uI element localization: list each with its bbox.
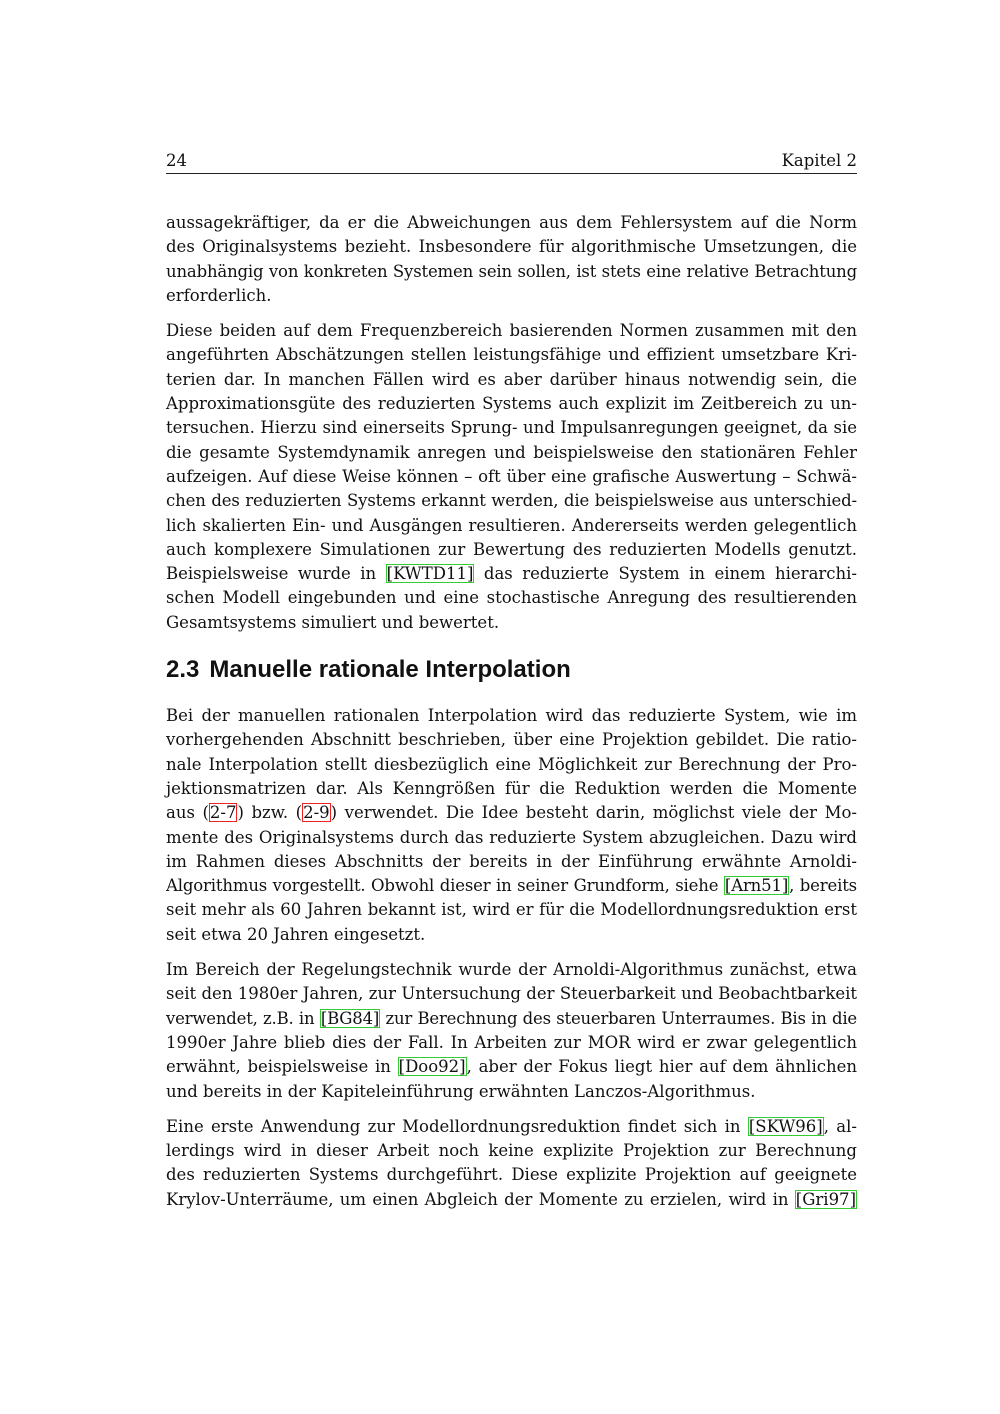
text-line: lerdings wird in dieser Arbeit noch keine explizite Projektion zur Berechnung — [166, 1141, 857, 1161]
text-line: aussagekräftiger, da er die Abweichungen aus dem Fehlersystem auf die Norm — [166, 213, 857, 232]
text-line: unabhängig von konkreten Systemen sein sollen, ist stets eine relative Betrachtung — [166, 261, 857, 281]
text-line: tersuchen. Hierzu sind einerseits Sprung- und Impulsanregungen geeignet, da sie — [166, 418, 857, 438]
chapter-label: Kapitel 2 — [781, 151, 857, 170]
text-fragment: erwähnt, beispielsweise in — [166, 1057, 398, 1077]
text-line: und bereits in der Kapiteleinführung erwähnten Lanczos-Algorithmus. — [166, 1081, 756, 1101]
text-fragment: Beispielsweise wurde in — [166, 564, 386, 584]
text-line: schen Modell eingebunden und eine stochastische Anregung des resultierenden — [166, 588, 857, 608]
text-fragment: Eine erste Anwendung zur Modellordnungsreduktion findet sich in — [166, 1116, 748, 1136]
citation-link[interactable]: [BG84] — [320, 1008, 380, 1028]
text-line: die gesamte Systemdynamik anregen und beispielsweise den stationären Fehler — [166, 442, 857, 462]
text-line: Diese beiden auf dem Frequenzbereich basierenden Normen zusammen mit den — [166, 321, 857, 341]
citation-link[interactable]: [Gri97] — [795, 1189, 856, 1209]
text-line: nale Interpolation stellt diesbezüglich eine Möglichkeit zur Berechnung der Pro- — [166, 754, 857, 774]
section-title: Manuelle rationale Interpolation — [209, 656, 571, 684]
equation-reference-link[interactable]: 2-9 — [303, 803, 330, 823]
text-line — [166, 1055, 857, 1079]
text-line — [166, 1007, 857, 1031]
text-fragment: zur Berechnung des steuerbaren Unterraumes. Bis in die — [380, 1008, 857, 1028]
section-number: 2.3 — [166, 656, 200, 684]
text-line — [166, 874, 857, 898]
paragraph — [166, 211, 857, 308]
text-line: angeführten Abschätzungen stellen leistungsfähige und effizient umsetzbare Kri- — [166, 345, 857, 365]
text-fragment: verwendet, z.B. in — [166, 1008, 320, 1028]
text-line: jektionsmatrizen dar. Als Kenngrößen für die Reduktion werden die Momente — [166, 778, 857, 798]
text-fragment: , aber der Fokus liegt hier auf dem ähnlichen — [466, 1057, 857, 1077]
text-line: seit etwa 20 Jahren eingesetzt. — [166, 924, 426, 944]
text-line: aus (2-7) bzw. (2-9) verwendet. Die Idee besteht darin, möglichst viele der Mo- — [166, 803, 858, 823]
text-line: lich skalierten Ein- und Ausgängen resultieren. Andererseits werden gelegentlich — [166, 515, 857, 535]
text-line: seit mehr als 60 Jahren bekannt ist, wird er für die Modellordnungsreduktion erst — [166, 900, 857, 920]
text-line: 1990er Jahre blieb dies der Fall. In Arbeiten zur MOR wird er zwar gelegentlich — [166, 1032, 857, 1052]
paragraph — [166, 958, 857, 1104]
text-fragment: Algorithmus vorgestellt. Obwohl dieser in seiner Grundform, siehe — [166, 876, 724, 896]
text-fragment: , al- — [823, 1116, 857, 1136]
running-header — [166, 150, 857, 174]
text-line — [166, 1188, 857, 1212]
section-heading — [166, 655, 857, 685]
text-line: Gesamtsystems simuliert und bewertet. — [166, 612, 500, 632]
text-line — [166, 1115, 857, 1139]
text-line: seit den 1980er Jahren, zur Untersuchung der Steuerbarkeit und Beobachtbarkeit — [166, 984, 857, 1004]
text-line: Bei der manuellen rationalen Interpolation wird das reduzierte System, wie im — [166, 706, 857, 726]
paragraph — [166, 1115, 857, 1212]
text-line: Approximationsgüte des reduzierten Systems auch explizit im Zeitbereich zu un- — [166, 394, 857, 414]
citation-link[interactable]: [Arn51] — [724, 876, 789, 896]
text-line: aufzeigen. Auf diese Weise können – oft über eine grafische Auswertung – Schwä- — [166, 466, 857, 486]
text-fragment: , bereits — [789, 876, 857, 896]
equation-reference-link[interactable]: 2-7 — [209, 803, 237, 823]
text-line: Im Bereich der Regelungstechnik wurde der Arnoldi-Algorithmus zunächst, etwa — [166, 960, 857, 980]
page-body — [166, 211, 857, 1223]
text-line: des Originalsystems bezieht. Insbesondere für algorithmische Umsetzungen, die — [166, 237, 857, 257]
text-fragment: bzw. — [243, 803, 296, 823]
text-line: chen des reduzierten Systems erkannt werden, die beispielsweise aus unterschied- — [166, 491, 857, 511]
text-fragment: das reduzierte System in einem hierarchi- — [474, 564, 858, 584]
text-fragment: Krylov-Unterräume, um einen Abgleich der Momente zu erzielen, wird in — [166, 1189, 795, 1209]
text-fragment: verwendet. Die Idee besteht darin, möglichst viele der Mo- — [337, 803, 858, 823]
paragraph — [166, 704, 857, 947]
text-line: auch komplexere Simulationen zur Bewertung des reduzierten Modells genutzt. — [166, 539, 857, 559]
text-line: vorhergehenden Abschnitt beschrieben, über eine Projektion gebildet. Die ratio- — [166, 730, 857, 750]
text-line: des reduzierten Systems durchgeführt. Diese explizite Projektion auf geeignete — [166, 1165, 857, 1185]
citation-link[interactable]: [Doo92] — [398, 1057, 466, 1077]
citation-link[interactable]: [KWTD11] — [386, 564, 474, 584]
paragraph — [166, 319, 857, 635]
text-line — [166, 562, 857, 586]
text-line: terien dar. In manchen Fällen wird es aber darüber hinaus notwendig sein, die — [166, 369, 857, 389]
page-number: 24 — [166, 151, 187, 170]
citation-link[interactable]: [SKW96] — [748, 1116, 823, 1136]
text-fragment: aus — [166, 803, 203, 823]
text-line: im Rahmen dieses Abschnitts der bereits in der Einführung erwähnte Arnoldi- — [166, 851, 857, 871]
text-line: erforderlich. — [166, 285, 272, 305]
text-line: mente des Originalsystems durch das reduzierte System abzugleichen. Dazu wird — [166, 827, 857, 847]
